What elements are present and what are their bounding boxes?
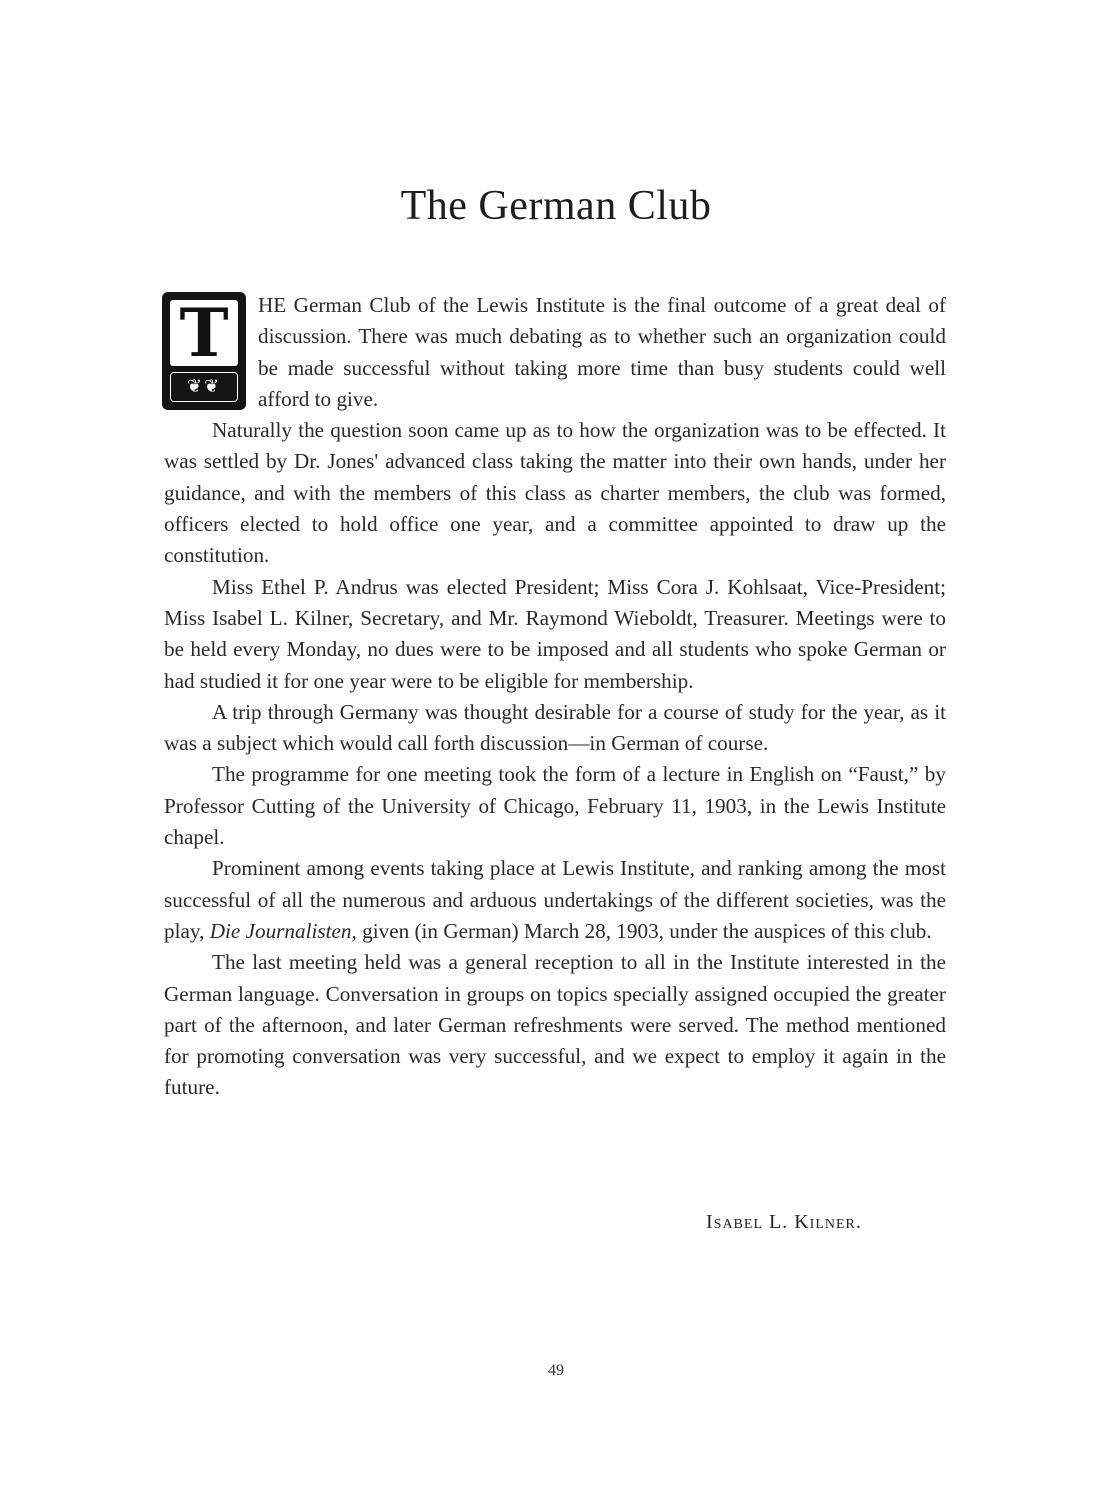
- article-body: [164, 290, 946, 1104]
- author-signature: Isabel L. Kilner.: [706, 1211, 862, 1233]
- play-title: Die Journalisten,: [209, 918, 357, 943]
- paragraph-6: [164, 853, 946, 947]
- paragraph-1: [164, 290, 946, 415]
- paragraph-3: Miss Ethel P. Andrus was elected President; Miss Cora J. Kohlsaat, Vice-President; Miss Isabel L. Kilner, Secretary, and Mr. Raymond Wieboldt, Treasurer. Meetings were to be held every Monday, no dues were to be imposed and all students who spoke German or had studied it for one year were to be eligible for membership.: [164, 574, 946, 693]
- paragraph-2: Naturally the question soon came up as to how the organization was to be effected. It was settled by Dr. Jones' advanced class taking the matter into their own hands, under her guidance, and with the members of this class as charter members, the club was formed, officers elected to hold office one year, and a committee appointed to draw up the constitution.: [164, 418, 946, 568]
- paragraph-6-before: Prominent among events taking place at Lewis Institute, and ranking among the most successful of all the numerous and arduous undertakings of the different societies, was the play,: [164, 856, 946, 943]
- paragraph-6-after: given (in German) March 28, 1903, under the auspices of this club.: [356, 918, 932, 943]
- paragraph-1-text: HE German Club of the Lewis Institute is the final outcome of a great deal of discussion. There was much debating as to whether such an organization could be made successful without taking more time than busy students could well afford to give.: [258, 293, 946, 411]
- page-title: The German Club: [400, 183, 712, 229]
- floral-ornament-icon: ❦❦: [170, 372, 238, 402]
- page-number: 49: [548, 1362, 564, 1379]
- dropcap-ornament: [162, 292, 246, 410]
- paragraph-4: A trip through Germany was thought desirable for a course of study for the year, as it was a subject which would call forth discussion—in German of course.: [164, 699, 946, 756]
- dropcap-letter: T: [170, 300, 238, 366]
- paragraph-5: The programme for one meeting took the form of a lecture in English on “Faust,” by Professor Cutting of the University of Chicago, February 11, 1903, in the Lewis Institute chapel.: [164, 762, 946, 850]
- paragraph-7: The last meeting held was a general reception to all in the Institute interested in the German language. Conversation in groups on topics specially assigned occupied the greater part of the afternoon, and later German refreshments were served. The method mentioned for promoting conversation was very successful, and we expect to employ it again in the future.: [164, 950, 946, 1100]
